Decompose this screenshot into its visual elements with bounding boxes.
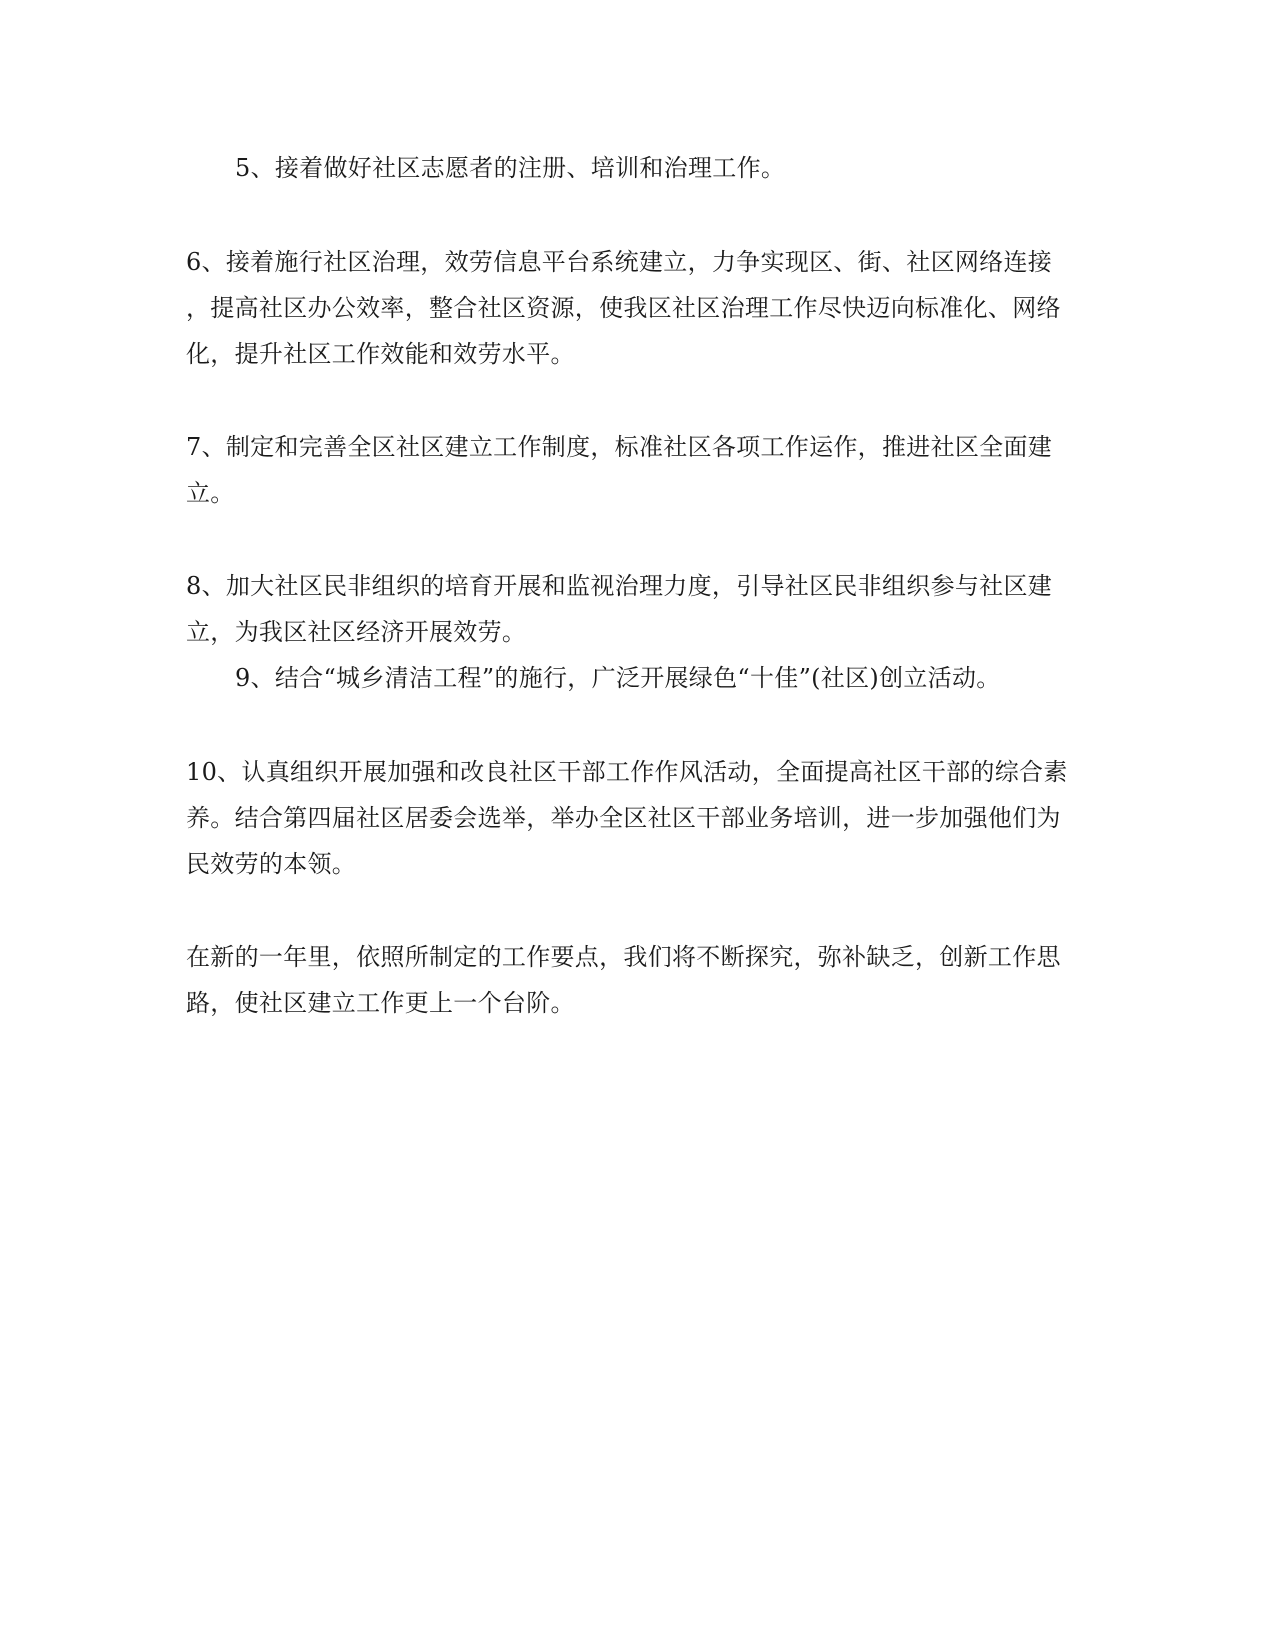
item-7-line-1: 7、制定和完善全区社区建立工作制度，标准社区各项工作运作，推进社区全面建 — [186, 433, 1053, 461]
item-8-line-1: 8、加大社区民非组织的培育开展和监视治理力度，引导社区民非组织参与社区建 — [186, 572, 1053, 600]
item-10-line-2: 养。结合第四届社区居委会选举，举办全区社区干部业务培训，进一步加强他们为 — [186, 804, 1061, 832]
item-6-line-2: ，提高社区办公效率，整合社区资源，使我区社区治理工作尽快迈向标准化、网络 — [186, 294, 1061, 322]
conclusion-line-1: 在新的一年里，依照所制定的工作要点，我们将不断探究，弥补缺乏，创新工作思 — [186, 943, 1061, 971]
conclusion-line-2: 路，使社区建立工作更上一个台阶。 — [186, 989, 575, 1017]
item-5-line-1: 5、接着做好社区志愿者的注册、培训和治理工作。 — [235, 154, 786, 182]
item-8-line-2: 立，为我区社区经济开展效劳。 — [186, 618, 527, 646]
item-6-line-3: 化，提升社区工作效能和效劳水平。 — [186, 340, 575, 368]
item-9-line-1: 9、结合“城乡清洁工程”的施行，广泛开展绿色“十佳”(社区)创立活动。 — [235, 664, 1001, 692]
item-7-line-2: 立。 — [186, 479, 235, 507]
item-6-line-1: 6、接着施行社区治理，效劳信息平台系统建立，力争实现区、街、社区网络连接 — [186, 248, 1053, 276]
item-10-line-3: 民效劳的本领。 — [186, 850, 357, 878]
item-10-line-1: 10、认真组织开展加强和改良社区干部工作作风活动，全面提高社区干部的综合素 — [186, 758, 1068, 786]
